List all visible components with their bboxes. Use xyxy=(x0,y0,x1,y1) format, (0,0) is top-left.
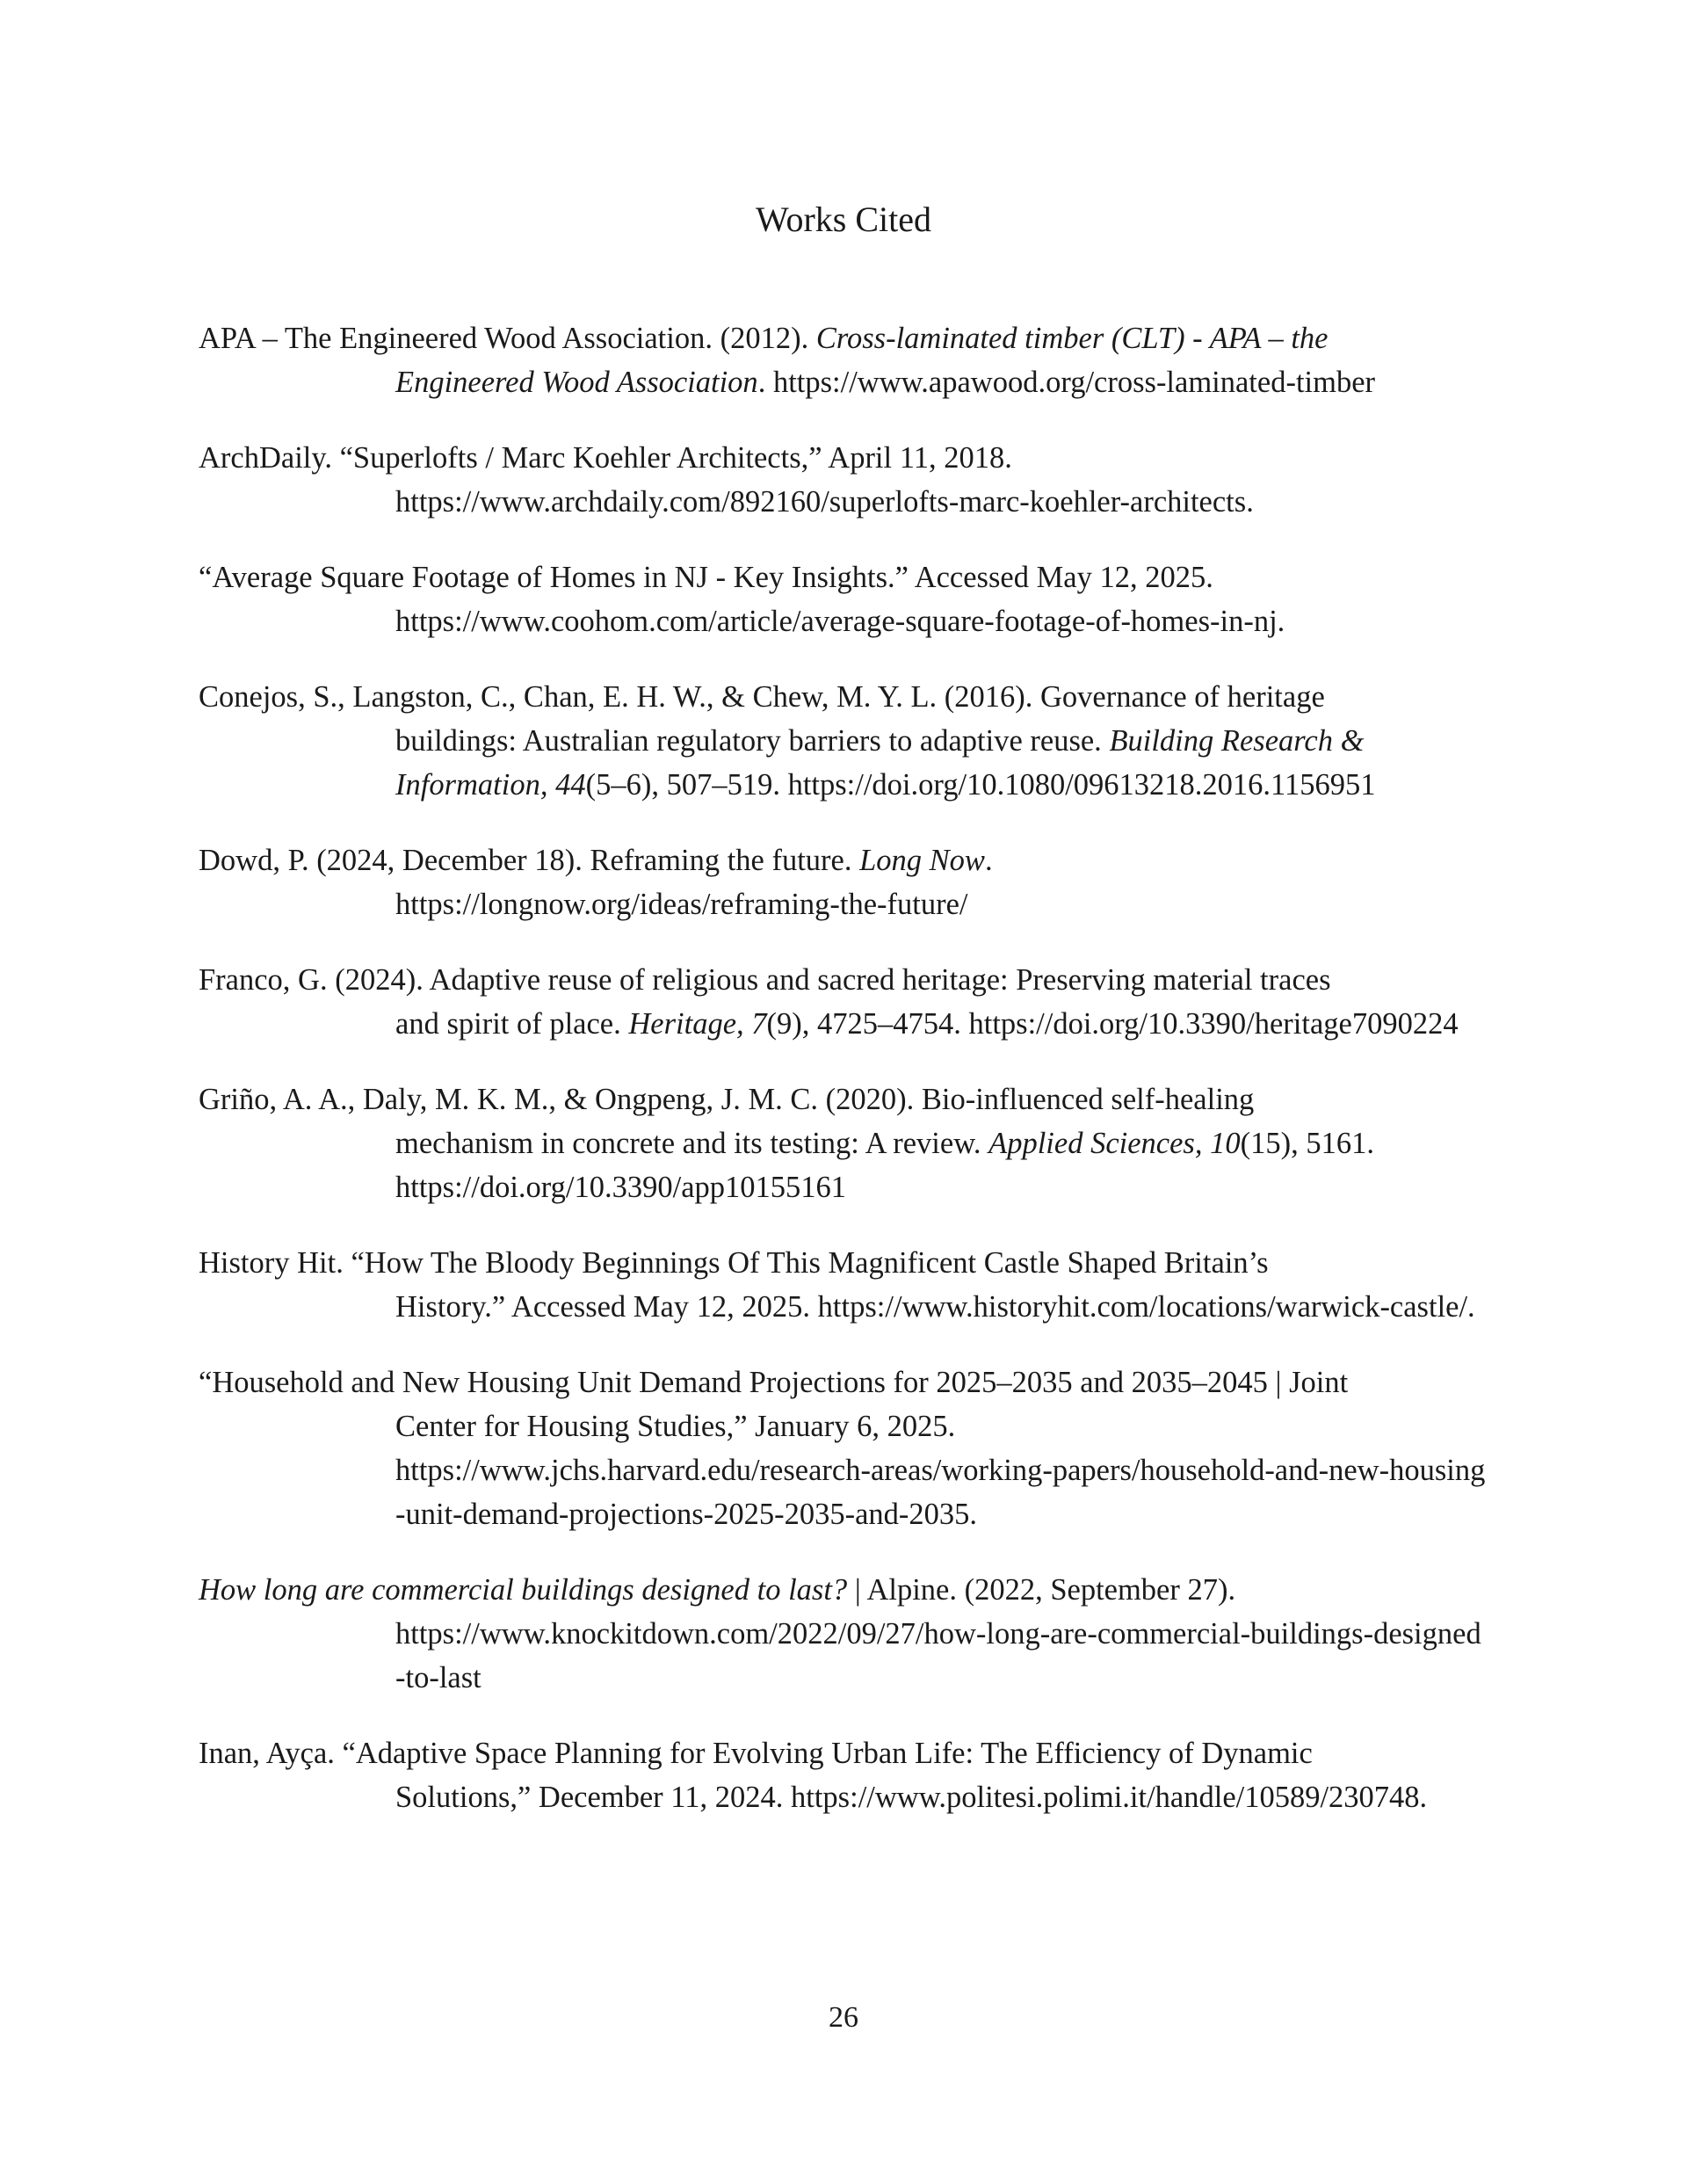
reference-text: Solutions,” December 11, 2024. https://www.politesi.polimi.it/handle/10589/230748. xyxy=(395,1781,1428,1814)
reference-text: Center for Housing Studies,” January 6, 2025. xyxy=(395,1410,956,1443)
reference-continuation-line xyxy=(297,1612,1490,1656)
reference-first-line xyxy=(199,1360,1490,1404)
italic-title-text: How long are commercial buildings designed to last? xyxy=(199,1573,848,1607)
reference-entry xyxy=(199,555,1490,643)
reference-text: (9), 4725–4754. https://doi.org/10.3390/heritage7090224 xyxy=(766,1007,1459,1041)
reference-text: (15), 5161. xyxy=(1240,1127,1374,1160)
reference-text: ArchDaily. “Superlofts / Marc Koehler Architects,” April 11, 2018. xyxy=(199,441,1012,475)
italic-title-text: Long Now xyxy=(859,844,985,877)
reference-text: https://doi.org/10.3390/app10155161 xyxy=(395,1171,847,1204)
reference-text: https://longnow.org/ideas/reframing-the-future/ xyxy=(395,888,968,921)
reference-text: Griño, A. A., Daly, M. K. M., & Ongpeng, J. M. C. (2020). Bio-influenced self-healing xyxy=(199,1083,1255,1116)
reference-entry xyxy=(199,1241,1490,1329)
reference-text: Conejos, S., Langston, C., Chan, E. H. W., & Chew, M. Y. L. (2016). Governance of heritage xyxy=(199,680,1325,714)
reference-continuation-line xyxy=(297,599,1490,643)
reference-continuation-line xyxy=(297,1285,1490,1329)
reference-text: “Household and New Housing Unit Demand Projections for 2025–2035 and 2035–2045 | Joint xyxy=(199,1366,1349,1399)
reference-continuation-line xyxy=(297,1775,1490,1819)
reference-continuation-line xyxy=(297,1165,1490,1209)
reference-entry xyxy=(199,436,1490,524)
reference-entry xyxy=(199,1360,1490,1536)
italic-title-text: Cross-laminated timber (CLT) - APA – the xyxy=(815,322,1329,355)
reference-continuation-line xyxy=(297,1121,1490,1165)
reference-text: https://www.jchs.harvard.edu/research-areas/working-papers/household-and-new-housing xyxy=(395,1454,1486,1487)
reference-first-line xyxy=(199,436,1490,480)
reference-text: https://www.coohom.com/article/average-square-footage-of-homes-in-nj. xyxy=(395,605,1285,638)
reference-first-line xyxy=(199,1731,1490,1775)
reference-entry xyxy=(199,316,1490,404)
reference-continuation-line xyxy=(297,1002,1490,1046)
reference-text: | Alpine. (2022, September 27). xyxy=(847,1573,1236,1607)
reference-entry xyxy=(199,958,1490,1046)
reference-continuation-line xyxy=(297,882,1490,926)
page-number: 26 xyxy=(829,2001,858,2034)
reference-text: Inan, Ayça. “Adaptive Space Planning for Evolving Urban Life: The Efficiency of Dynamic xyxy=(199,1737,1313,1770)
reference-text: and spirit of place. xyxy=(395,1007,629,1041)
reference-continuation-line xyxy=(297,763,1490,807)
page-title: Works Cited xyxy=(755,200,932,239)
reference-text: . https://www.apawood.org/cross-laminated-timber xyxy=(757,366,1376,399)
reference-first-line xyxy=(199,1241,1490,1285)
reference-text: https://www.knockitdown.com/2022/09/27/how-long-are-commercial-buildings-designed xyxy=(395,1617,1481,1651)
reference-text: APA – The Engineered Wood Association. (2012). xyxy=(199,322,816,355)
italic-title-text: Applied Sciences, 10 xyxy=(988,1127,1241,1160)
reference-continuation-line xyxy=(297,719,1490,763)
reference-first-line xyxy=(199,958,1490,1002)
reference-continuation-line xyxy=(297,1448,1490,1492)
reference-entry xyxy=(199,1077,1490,1209)
italic-title-text: Information, 44 xyxy=(395,768,586,802)
reference-text: https://www.archdaily.com/892160/superlofts-marc-koehler-architects. xyxy=(395,485,1254,519)
reference-text: buildings: Australian regulatory barriers to adaptive reuse. xyxy=(395,724,1110,758)
reference-first-line xyxy=(199,316,1490,360)
italic-title-text: Building Research & xyxy=(1109,724,1365,758)
reference-text: -unit-demand-projections-2025-2035-and-2035. xyxy=(395,1498,978,1531)
reference-text: Dowd, P. (2024, December 18). Reframing the future. xyxy=(199,844,860,877)
reference-first-line xyxy=(199,555,1490,599)
works-cited-list xyxy=(199,316,1490,1851)
reference-text: Franco, G. (2024). Adaptive reuse of religious and sacred heritage: Preserving material traces xyxy=(199,963,1331,997)
reference-first-line xyxy=(199,838,1490,882)
reference-continuation-line xyxy=(297,480,1490,524)
reference-continuation-line xyxy=(297,1656,1490,1700)
reference-first-line xyxy=(199,1568,1490,1612)
italic-title-text: Heritage, 7 xyxy=(628,1007,767,1041)
reference-text: mechanism in concrete and its testing: A review. xyxy=(395,1127,989,1160)
reference-continuation-line xyxy=(297,1404,1490,1448)
reference-text: History Hit. “How The Bloody Beginnings Of This Magnificent Castle Shaped Britain’s xyxy=(199,1246,1269,1280)
reference-entry xyxy=(199,838,1490,926)
reference-first-line xyxy=(199,1077,1490,1121)
reference-continuation-line xyxy=(297,360,1490,404)
reference-entry xyxy=(199,1568,1490,1700)
reference-text: . xyxy=(984,844,993,877)
reference-text: -to-last xyxy=(395,1661,481,1694)
reference-entry xyxy=(199,675,1490,807)
reference-continuation-line xyxy=(297,1492,1490,1536)
reference-text: History.” Accessed May 12, 2025. https://www.historyhit.com/locations/warwick-castle/. xyxy=(395,1290,1475,1324)
reference-first-line xyxy=(199,675,1490,719)
reference-text: (5–6), 507–519. https://doi.org/10.1080/09613218.2016.1156951 xyxy=(585,768,1376,802)
italic-title-text: Engineered Wood Association xyxy=(395,366,758,399)
reference-entry xyxy=(199,1731,1490,1819)
reference-text: “Average Square Footage of Homes in NJ - Key Insights.” Accessed May 12, 2025. xyxy=(199,561,1213,594)
